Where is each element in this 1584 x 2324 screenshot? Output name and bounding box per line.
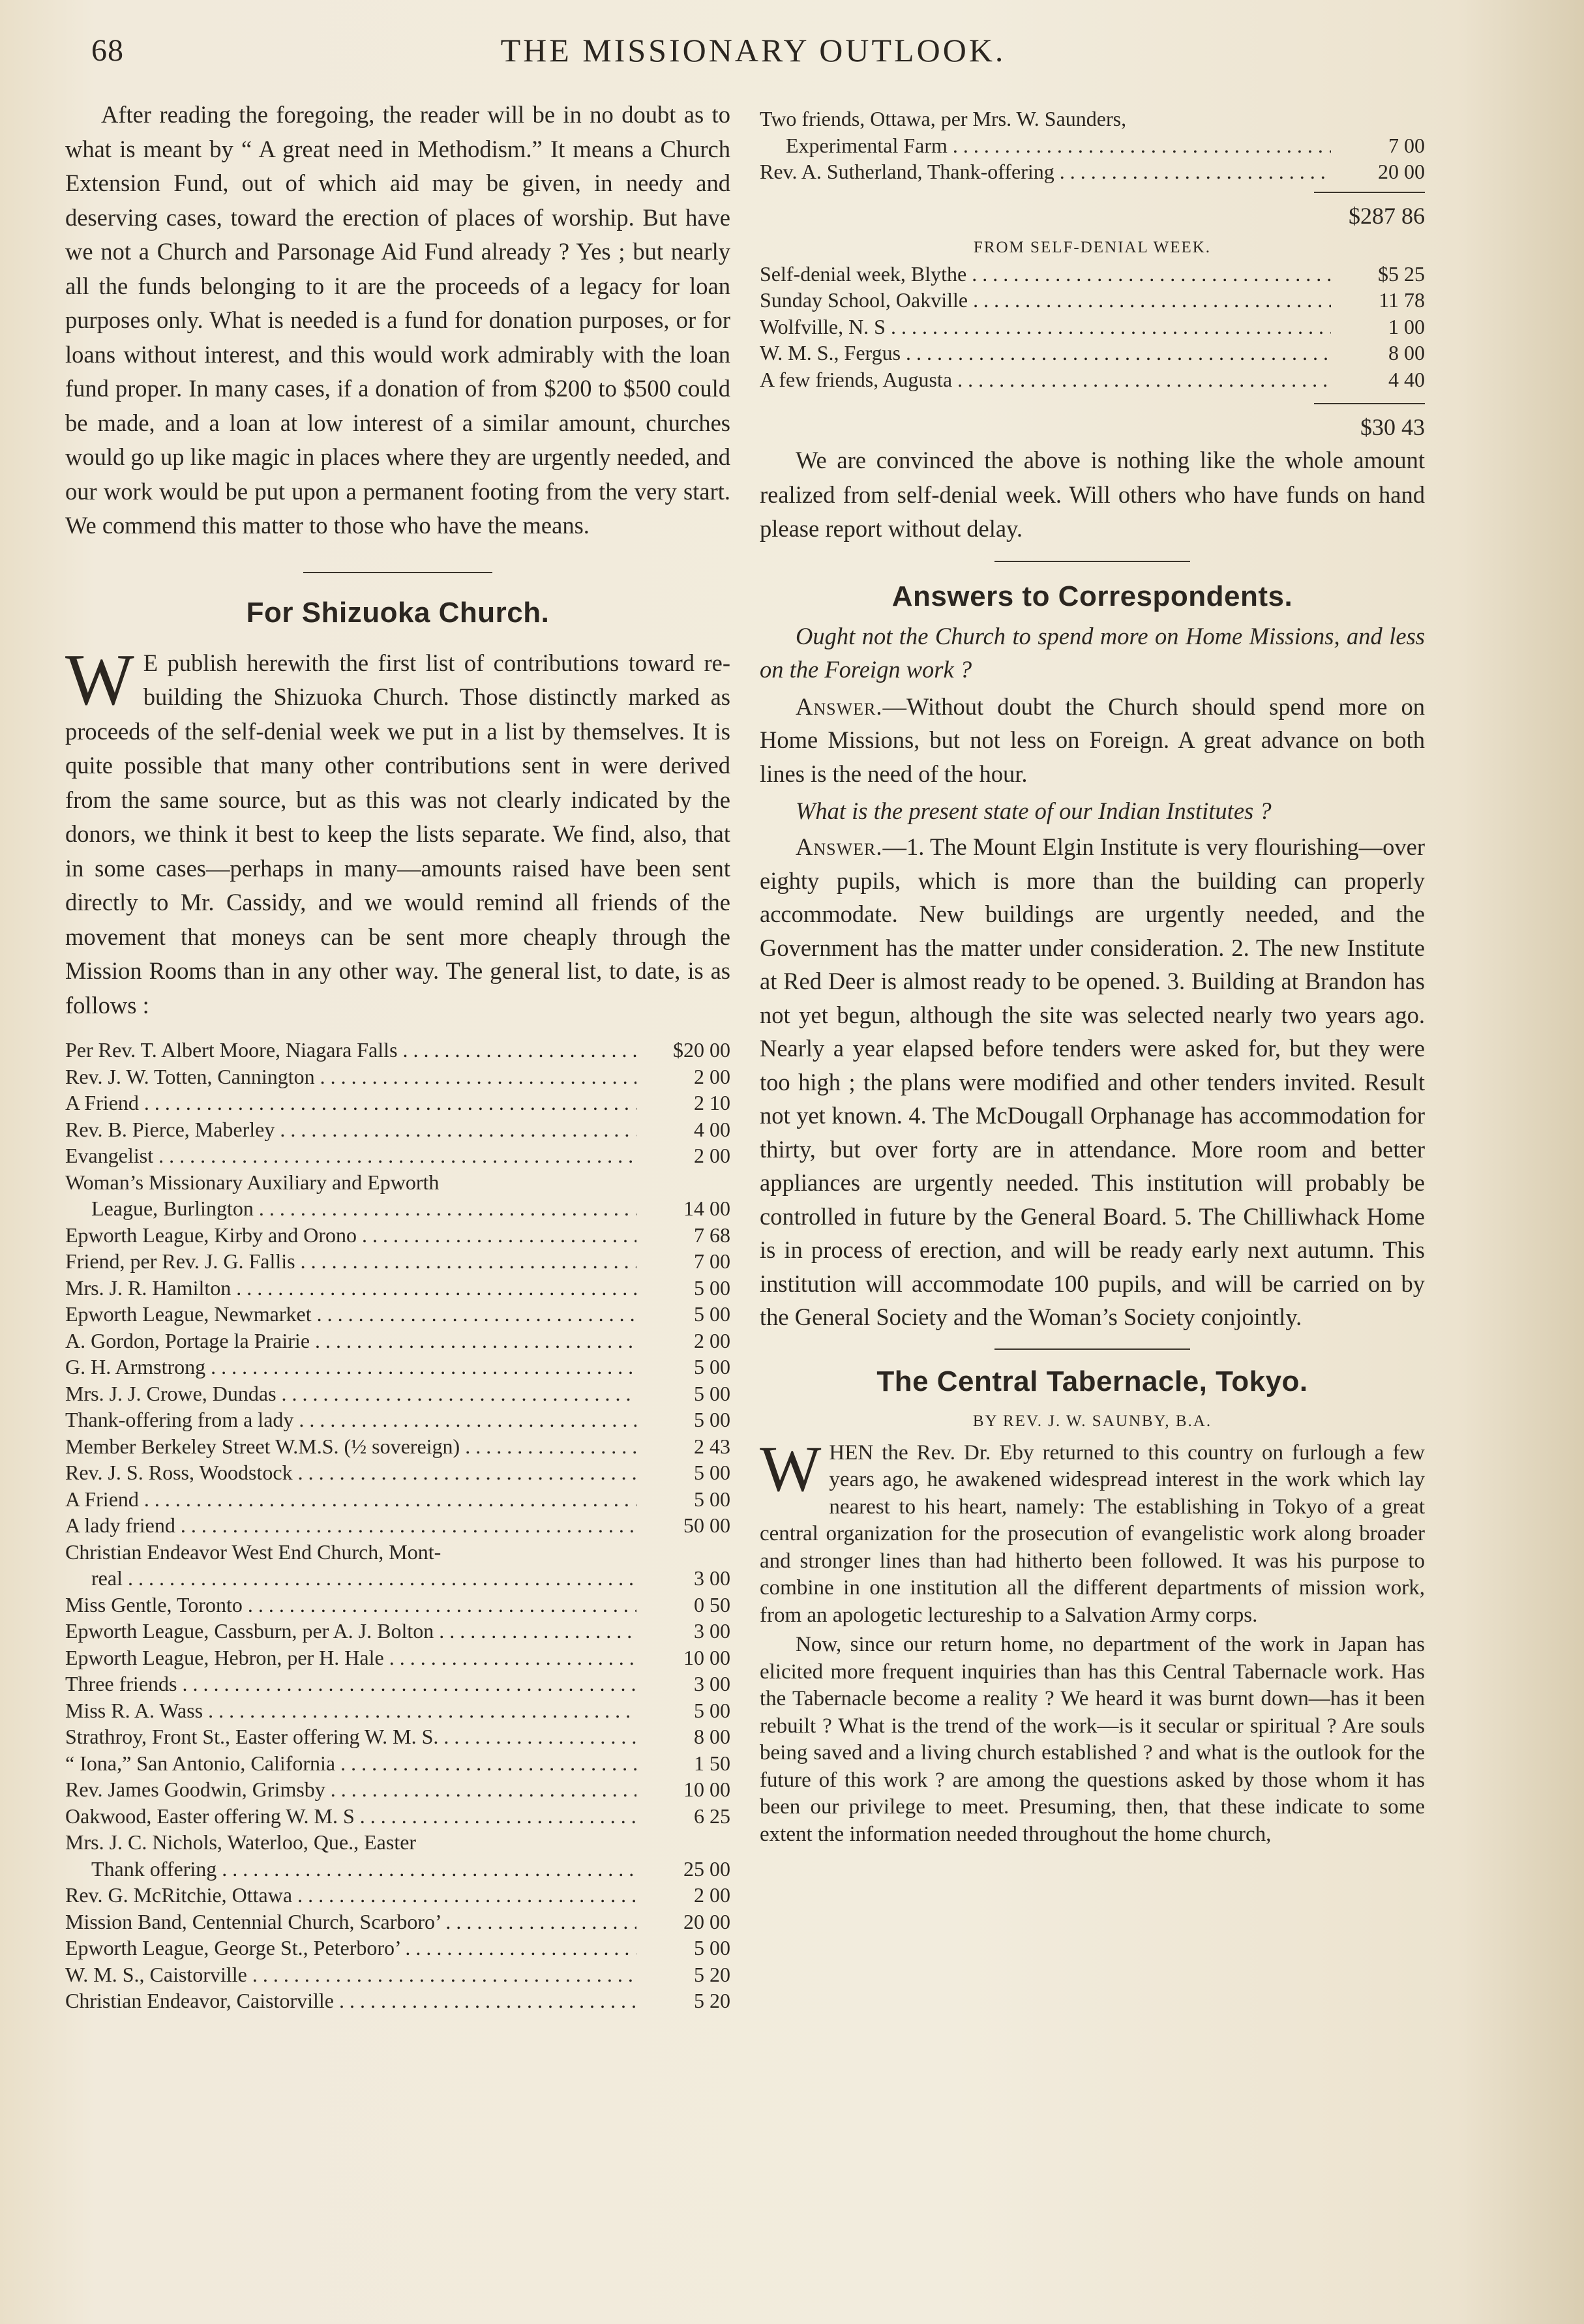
- contribution-amount: 7 00: [1388, 133, 1425, 157]
- contributor-name-continued: real . . .: [91, 1565, 636, 1592]
- dropcap-letter: W: [760, 1432, 822, 1505]
- contribution-amount: 5 00: [694, 1381, 730, 1405]
- answer-2-text: —1. The Mount Elgin Institute is very flourishing—over eighty pupils, which is more than the building can properly accommodate. New buildings are urgently needed, and the Government has the matter under consideration. 2. The new Institute at Red Deer is almost ready to be opened. 3. Building at Brandon has not yet begun, although the site was selected nearly two years ago. Nearly a year elapsed before tenders were asked for, but they were too high ; the plans were modified and other tenders invited. Result not yet known. 4. The McDougall Orphanage has accommodation for thirty, but over forty are in attendance. More room and better appliances are urgently needed. This institution will probably be controlled in future by the General Board. 5. The Chilliwhack Home is in process of erection, and will be ready early next autumn. This institution will accommodate 100 pupils, and will be carried on by the General Society and the Woman’s Society conjointly.: [760, 833, 1425, 1330]
- contribution-amount: 3 00: [694, 1619, 730, 1643]
- contribution-amount: 7 00: [694, 1249, 730, 1273]
- left-column: [65, 98, 730, 2014]
- contributor-name: Mission Band, Centennial Church, Scarboro’ . . .: [65, 1909, 636, 1935]
- contribution-amount: 5 00: [694, 1461, 730, 1484]
- list-item: [65, 1592, 730, 1618]
- contribution-amount: 5 00: [694, 1698, 730, 1722]
- contribution-amount: 2 00: [694, 1144, 730, 1167]
- contributor-name: Member Berkeley Street W.M.S. (½ sovereign) . . .: [65, 1433, 636, 1460]
- list-item: [65, 1776, 730, 1803]
- list-item: [760, 287, 1425, 314]
- contributor-name: Mrs. J. R. Hamilton . . .: [65, 1275, 636, 1302]
- contributor-name: Epworth League, Cassburn, per A. J. Bolton . . .: [65, 1618, 636, 1645]
- contributor-name: Epworth League, George St., Peterboro’ . . .: [65, 1935, 636, 1961]
- list-item: [760, 158, 1425, 185]
- contribution-amount: 8 00: [1388, 341, 1425, 365]
- list-item: [65, 1407, 730, 1433]
- dropcap-letter: W: [65, 639, 134, 721]
- contributor-name: Epworth League, Newmarket . . .: [65, 1301, 636, 1328]
- byline: BY REV. J. W. SAUNBY, B.A.: [972, 1412, 1212, 1430]
- section-divider: [994, 1348, 1190, 1350]
- list-item: [65, 1222, 730, 1249]
- contributor-name: Sunday School, Oakville . . .: [760, 287, 1331, 314]
- list-item: [65, 1037, 730, 1064]
- list-item: [65, 1909, 730, 1935]
- list-item: [65, 1750, 730, 1777]
- contributor-name: Rev. A. Sutherland, Thank-offering . . .: [760, 158, 1331, 185]
- contributor-name-continued: League, Burlington . . .: [91, 1195, 636, 1222]
- contributor-name: Mrs. J. J. Crowe, Dundas . . .: [65, 1380, 636, 1407]
- contributor-name: Friend, per Rev. J. G. Fallis . . .: [65, 1248, 636, 1275]
- question-1: Ought not the Church to spend more on Home Missions, and less on the Foreign work ?: [760, 622, 1425, 683]
- list-item-continuation: [65, 1565, 730, 1592]
- contributor-name: Rev. B. Pierce, Maberley . . .: [65, 1116, 636, 1143]
- contribution-amount: 5 00: [694, 1275, 730, 1300]
- contribution-amount: 14 00: [683, 1197, 730, 1220]
- contributor-name: A lady friend . . .: [65, 1512, 636, 1539]
- answer-1: [760, 690, 1425, 791]
- answers-title: Answers to Correspondents.: [891, 580, 1293, 612]
- contribution-amount: $20 00: [673, 1038, 730, 1062]
- contribution-amount: 5 00: [694, 1936, 730, 1959]
- contribution-amount: 2 00: [694, 1064, 730, 1088]
- contribution-amount: 5 00: [694, 1355, 730, 1378]
- list-item: [65, 1697, 730, 1724]
- intro-paragraph: After reading the foregoing, the reader will be in no doubt as to what is meant by “ A great need in Methodism.” It means a Church Extension Fund, out of which aid may be given, in needy and deserving cases, toward the erection of places of worship. But have we not a Church and Parsonage Aid Fund already ? Yes ; but nearly all the funds belonging to it are the proceeds of a legacy for loan purposes only. What is needed is a fund for donation purposes, or for loans without interest, and this would work admirably with the loan fund proper. In many cases, if a donation of from $200 to $500 could be made, and a loan at low interest of a similar amount, churches would go up like magic in places where they are urgently needed, and our work would be put upon a permanent footing from the very start. We commend this matter to those who have the means.: [65, 101, 730, 539]
- contributor-name: Christian Endeavor, Caistorville . . .: [65, 1988, 636, 2014]
- contributor-name: Strathroy, Front St., Easter offering W. M. S. . . .: [65, 1723, 636, 1750]
- contribution-amount: 1 50: [694, 1751, 730, 1775]
- contributor-name: Miss Gentle, Toronto . . .: [65, 1592, 636, 1618]
- contribution-amount: 3 00: [694, 1566, 730, 1590]
- contribution-amount: 20 00: [1378, 160, 1425, 183]
- list-item-continuation: [65, 1856, 730, 1883]
- contributor-name: Rev. J. W. Totten, Cannington . . .: [65, 1064, 636, 1090]
- list-item-continuation: [65, 1195, 730, 1222]
- contribution-amount: 20 00: [683, 1909, 730, 1933]
- list-item: [65, 1116, 730, 1143]
- contribution-amount: 25 00: [683, 1856, 730, 1881]
- contributions-list: [65, 1037, 730, 2014]
- contribution-amount: 11 78: [1379, 288, 1425, 312]
- contributor-name-continued: Thank offering . . .: [91, 1856, 636, 1883]
- contributor-name: G. H. Armstrong . . .: [65, 1354, 636, 1380]
- list-item: [65, 1486, 730, 1513]
- contribution-amount: 2 10: [694, 1091, 730, 1114]
- contributor-name: Per Rev. T. Albert Moore, Niagara Falls . . .: [65, 1037, 636, 1064]
- contributor-name: W. M. S., Fergus . . .: [760, 340, 1331, 366]
- list-item: [65, 1301, 730, 1328]
- self-denial-heading: FROM SELF-DENIAL WEEK.: [973, 238, 1212, 256]
- list-item: [65, 1671, 730, 1697]
- contributor-name: Wolfville, N. S . . .: [760, 314, 1331, 340]
- contributor-name: A Friend . . .: [65, 1486, 636, 1513]
- contribution-amount: 2 00: [694, 1328, 730, 1352]
- tabernacle-paragraph-2: Now, since our return home, no department of the work in Japan has elicited more frequent inquiries than has this Central Tabernacle work. Has the Tabernacle become a reality ? We heard it was burnt down—has it been rebuilt ? What is the trend of the work—is it secular or spiritual ? Are souls being saved and a living church established ? and what is the outlook for the future of this work ? are among the questions asked by those whom it has been our privilege to meet. Presuming, then, that these indicate to some extent the information needed throughout the home church,: [760, 1633, 1425, 1846]
- list-item: [760, 340, 1425, 366]
- list-item: [65, 1064, 730, 1090]
- list-item: [65, 1354, 730, 1380]
- list-item: [65, 1723, 730, 1750]
- list-item: [65, 1539, 730, 1566]
- list-item: [65, 1459, 730, 1486]
- contributor-name: Epworth League, Kirby and Orono . . .: [65, 1222, 636, 1249]
- contributor-name: A few friends, Augusta . . .: [760, 366, 1331, 393]
- shizuoka-paragraph: [65, 639, 730, 1023]
- contribution-amount: 10 00: [683, 1778, 730, 1801]
- closing-paragraph: We are convinced the above is nothing like the whole amount realized from self-denial week. Will others who have funds on hand please report without delay.: [760, 447, 1425, 542]
- contributor-name: W. M. S., Caistorville . . .: [65, 1961, 636, 1988]
- answer-label: Answer.: [796, 693, 883, 720]
- contributor-name: Thank-offering from a lady . . .: [65, 1407, 636, 1433]
- contributor-name: Self-denial week, Blythe . . .: [760, 261, 1331, 288]
- contributor-name: A Friend . . .: [65, 1090, 636, 1116]
- list-item: [65, 1169, 730, 1196]
- contributor-name: Rev. J. S. Ross, Woodstock . . .: [65, 1459, 636, 1486]
- contribution-amount: 4 00: [694, 1117, 730, 1141]
- tabernacle-paragraph-1: [760, 1432, 1425, 1630]
- contributor-name: A. Gordon, Portage la Prairie . . .: [65, 1328, 636, 1354]
- contributor-name: Two friends, Ottawa, per Mrs. W. Saunders,: [760, 107, 1127, 130]
- section-divider: [303, 572, 492, 573]
- list-item: [760, 106, 1425, 132]
- contribution-amount: 50 00: [683, 1513, 730, 1537]
- contributor-name: Miss R. A. Wass . . .: [65, 1697, 636, 1724]
- contribution-amount: 3 00: [694, 1672, 730, 1695]
- list-item-continuation: [760, 132, 1425, 159]
- contribution-amount: 1 00: [1388, 314, 1425, 338]
- list-item: [65, 1142, 730, 1169]
- answer-2: [760, 830, 1425, 1334]
- contribution-amount: 10 00: [683, 1645, 730, 1669]
- list-item: [65, 1645, 730, 1671]
- right-column: [760, 98, 1425, 1848]
- contributor-name: Oakwood, Easter offering W. M. S . . .: [65, 1803, 636, 1830]
- list-item: [65, 1618, 730, 1645]
- journal-title: THE MISSIONARY OUTLOOK.: [500, 32, 1006, 68]
- contribution-amount: 2 43: [694, 1434, 730, 1458]
- list-item: [65, 1090, 730, 1116]
- contributions-list-continued: [760, 106, 1425, 185]
- contributor-name: Christian Endeavor West End Church, Mont-: [65, 1540, 441, 1564]
- contribution-amount: $5 25: [1378, 261, 1425, 286]
- contributor-name-continued: Experimental Farm . . .: [786, 132, 1331, 159]
- contribution-amount: 6 25: [694, 1804, 730, 1828]
- shizuoka-paragraph-text: E publish herewith the first list of contributions toward re-building the Shizuoka Church. Those distinctly marked as proceeds of the self-denial week we put in a list by themselves. It is quite possible that many other contributions sent in were derived from the same source, but as this was not clearly indicated by the donors, we think it best to keep the lists separate. We find, also, that in some cases—perhaps in many—amounts raised have been sent directly to Mr. Cassidy, and we would remind all friends of the movement that moneys can be sent more cheaply through the Mission Rooms than in any other way. The general list, to date, is as follows :: [65, 649, 730, 1019]
- list-item: [65, 1829, 730, 1856]
- contribution-amount: 5 00: [694, 1408, 730, 1431]
- contribution-amount: 0 50: [694, 1592, 730, 1616]
- self-denial-total: $30 43: [1314, 403, 1425, 441]
- contribution-amount: 7 68: [694, 1223, 730, 1247]
- list-item: [65, 1380, 730, 1407]
- contribution-amount: 5 00: [694, 1302, 730, 1326]
- list-item: [65, 1882, 730, 1909]
- list-item: [65, 1512, 730, 1539]
- answer-1-text: —Without doubt the Church should spend more on Home Missions, but not less on Foreign. A great advance on both lines is the need of the hour.: [760, 693, 1425, 787]
- general-total-line: [760, 192, 1425, 230]
- contributor-name: Rev. G. McRitchie, Ottawa . . .: [65, 1882, 636, 1909]
- answer-label: Answer.: [796, 833, 883, 860]
- self-denial-list: [760, 261, 1425, 393]
- list-item: [65, 1248, 730, 1275]
- contributor-name: Rev. James Goodwin, Grimsby . . .: [65, 1776, 636, 1803]
- list-item: [65, 1433, 730, 1460]
- contribution-amount: 8 00: [694, 1725, 730, 1748]
- list-item: [65, 1988, 730, 2014]
- list-item: [65, 1328, 730, 1354]
- contribution-amount: 5 20: [694, 1962, 730, 1986]
- shizuoka-title: For Shizuoka Church.: [246, 596, 550, 629]
- contributor-name: Three friends . . .: [65, 1671, 636, 1697]
- contribution-amount: 5 00: [694, 1487, 730, 1511]
- contribution-amount: 5 20: [694, 1989, 730, 2012]
- list-item: [65, 1935, 730, 1961]
- list-item: [65, 1803, 730, 1830]
- list-item: [760, 366, 1425, 393]
- contributor-name: Mrs. J. C. Nichols, Waterloo, Que., Easter: [65, 1830, 417, 1854]
- list-item: [65, 1275, 730, 1302]
- contributor-name: Woman’s Missionary Auxiliary and Epworth: [65, 1170, 440, 1194]
- list-item: [65, 1961, 730, 1988]
- list-item: [760, 314, 1425, 340]
- contributor-name: Epworth League, Hebron, per H. Hale . . .: [65, 1645, 636, 1671]
- contributor-name: “ Iona,” San Antonio, California . . .: [65, 1750, 636, 1777]
- general-total: $287 86: [1314, 192, 1425, 230]
- tabernacle-paragraph-1-text: HEN the Rev. Dr. Eby returned to this country on furlough a few years ago, he awakened widespread interest in the work which lay nearest to his heart, namely: The establishing in Tokyo of a great central organization for the prosecution of evangelistic work along broader and stronger lines than had hitherto been followed. It was his purpose to combine in one institution all the different departments of mission work, from an apologetic lectureship to a Salvation Army corps.: [760, 1440, 1425, 1627]
- page-number: 68: [91, 33, 124, 68]
- self-denial-total-line: [760, 403, 1425, 441]
- tabernacle-title: The Central Tabernacle, Tokyo.: [876, 1365, 1308, 1397]
- page-header: [85, 26, 1422, 91]
- contribution-amount: 4 40: [1388, 367, 1425, 391]
- list-item: [760, 261, 1425, 288]
- question-2: What is the present state of our Indian Institutes ?: [796, 797, 1272, 824]
- contribution-amount: 2 00: [694, 1883, 730, 1907]
- section-divider: [994, 561, 1190, 562]
- contributor-name: Evangelist . . .: [65, 1142, 636, 1169]
